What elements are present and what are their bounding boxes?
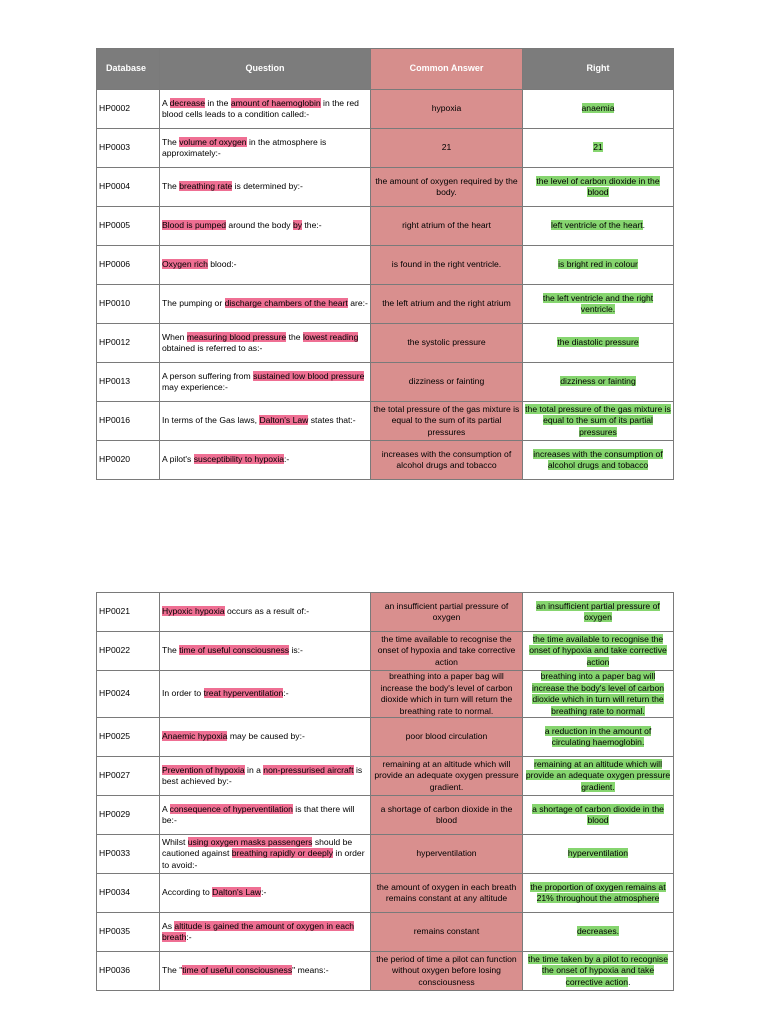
right-answer-highlight: breathing into a paper bag will increase the body's level of carbon dioxide which in turn will return the breathing rate to normal. xyxy=(531,671,665,716)
header-row xyxy=(97,49,674,90)
question-text: The " xyxy=(162,965,183,976)
question-cell xyxy=(160,168,371,207)
question-text: is that there will be:- xyxy=(162,803,355,825)
right-answer-cell xyxy=(523,285,674,324)
question-table-1 xyxy=(96,48,674,480)
table-row xyxy=(97,757,674,796)
right-answer-highlight: anaemia xyxy=(581,103,615,114)
right-answer-highlight: decreases. xyxy=(576,926,620,937)
question-text: may experience:- xyxy=(162,382,228,392)
question-cell xyxy=(160,246,371,285)
question-text: The xyxy=(162,136,180,147)
table-row xyxy=(97,207,674,246)
right-answer-cell xyxy=(523,90,674,129)
question-table-2 xyxy=(96,592,674,991)
right-answer-highlight: the level of carbon dioxide in the blood xyxy=(536,175,660,197)
question-highlight: decrease xyxy=(169,97,206,108)
question-text: in the xyxy=(205,97,231,108)
question-text: should be cautioned against xyxy=(162,836,353,859)
question-text: A pilot's xyxy=(162,454,194,465)
right-answer-cell xyxy=(523,207,674,246)
question-highlight: non-pressurised aircraft xyxy=(263,764,354,775)
table-row xyxy=(97,129,674,168)
question-cell xyxy=(160,324,371,363)
question-text: :- xyxy=(283,688,289,699)
database-id: HP0003 xyxy=(97,129,160,168)
question-highlight: altitude is gained the amount of oxygen in each breath xyxy=(162,920,355,942)
common-answer-cell: hyperventilation xyxy=(371,835,523,874)
question-cell xyxy=(160,593,371,632)
right-answer-highlight: an insufficient partial pressure of oxygen xyxy=(536,600,660,622)
question-text: A xyxy=(162,97,170,108)
question-highlight: using oxygen masks passengers xyxy=(187,836,313,847)
right-answer-cell xyxy=(523,168,674,207)
question-cell xyxy=(160,671,371,718)
right-answer-cell xyxy=(523,757,674,796)
question-highlight: measuring blood pressure xyxy=(186,331,287,342)
database-id: HP0010 xyxy=(97,285,160,324)
question-cell xyxy=(160,796,371,835)
question-cell xyxy=(160,757,371,796)
right-answer-cell xyxy=(523,913,674,952)
database-id: HP0022 xyxy=(97,632,160,671)
common-answer-cell: an insufficient partial pressure of oxygen xyxy=(371,593,523,632)
question-highlight: Anaemic hypoxia xyxy=(162,731,228,742)
right-answer-tail: . xyxy=(642,220,646,231)
table-row xyxy=(97,246,674,285)
right-answer-cell xyxy=(523,952,674,991)
question-highlight: Prevention of hypoxia xyxy=(162,764,245,775)
question-cell xyxy=(160,835,371,874)
question-text: is:- xyxy=(289,645,303,656)
question-text: blood:- xyxy=(207,259,237,270)
table-row xyxy=(97,285,674,324)
question-cell xyxy=(160,129,371,168)
right-answer-highlight: remaining at an altitude which will provide an adequate oxygen pressure gradient. xyxy=(525,758,671,792)
question-highlight: susceptibility to hypoxia xyxy=(193,454,285,465)
question-text: :- xyxy=(261,887,267,898)
question-text: the xyxy=(286,331,303,342)
question-highlight: Dalton's Law xyxy=(259,415,309,426)
database-id: HP0029 xyxy=(97,796,160,835)
question-text: in order to avoid:- xyxy=(162,848,365,870)
right-answer-cell xyxy=(523,324,674,363)
right-answer-highlight: is bright red in colour xyxy=(558,259,638,270)
common-answer-cell: right atrium of the heart xyxy=(371,207,523,246)
question-highlight: breathing rapidly or deeply xyxy=(231,848,334,859)
question-text: A xyxy=(162,803,170,814)
right-answer-highlight: a reduction in the amount of circulating haemoglobin. xyxy=(544,725,652,747)
question-highlight: discharge chambers of the heart xyxy=(224,298,348,309)
right-answer-highlight: hyperventilation xyxy=(567,848,629,859)
right-answer-highlight: 21 xyxy=(593,142,603,153)
table-row xyxy=(97,324,674,363)
database-id: HP0020 xyxy=(97,441,160,480)
question-text: A person suffering from xyxy=(162,370,254,381)
question-highlight: volume of oxygen xyxy=(179,136,247,147)
common-answer-cell: increases with the consumption of alcohol drugs and tobacco xyxy=(371,441,523,480)
question-text: obtained is referred to as:- xyxy=(162,343,263,353)
common-answer-cell: the left atrium and the right atrium xyxy=(371,285,523,324)
database-id: HP0027 xyxy=(97,757,160,796)
right-answer-cell xyxy=(523,593,674,632)
question-text: As xyxy=(162,920,175,931)
common-answer-cell: is found in the right ventricle. xyxy=(371,246,523,285)
question-text: According to xyxy=(162,887,213,898)
right-answer-cell xyxy=(523,835,674,874)
table-row xyxy=(97,632,674,671)
right-answer-cell xyxy=(523,874,674,913)
table-row xyxy=(97,796,674,835)
common-answer-cell: the total pressure of the gas mixture is equal to the sum of its partial pressures xyxy=(371,402,523,441)
common-answer-cell: remains constant xyxy=(371,913,523,952)
common-answer-cell: the time available to recognise the onset of hypoxia and take corrective action xyxy=(371,632,523,671)
database-id: HP0002 xyxy=(97,90,160,129)
question-text: is best achieved by:- xyxy=(162,764,363,786)
common-answer-cell: poor blood circulation xyxy=(371,718,523,757)
table-row xyxy=(97,593,674,632)
right-answer-highlight: the left ventricle and the right ventricle. xyxy=(542,292,654,314)
table-row xyxy=(97,874,674,913)
question-highlight: Oxygen rich xyxy=(162,259,208,270)
question-cell xyxy=(160,363,371,402)
right-answer-cell xyxy=(523,363,674,402)
right-answer-cell xyxy=(523,441,674,480)
header-question: Question xyxy=(160,49,371,90)
common-answer-cell: the amount of oxygen in each breath remains constant at any altitude xyxy=(371,874,523,913)
question-text: Whilst xyxy=(162,836,188,847)
common-answer-cell: dizziness or fainting xyxy=(371,363,523,402)
right-answer-highlight: the proportion of oxygen remains at 21% throughout the atmosphere xyxy=(530,881,666,903)
question-highlight: by xyxy=(292,220,303,231)
database-id: HP0021 xyxy=(97,593,160,632)
question-highlight: Hypoxic hypoxia xyxy=(162,606,225,617)
table-row xyxy=(97,441,674,480)
common-answer-cell: the systolic pressure xyxy=(371,324,523,363)
right-answer-cell xyxy=(523,402,674,441)
right-answer-highlight: left ventricle of the heart xyxy=(550,220,643,231)
question-text: may be caused by:- xyxy=(227,731,305,742)
question-highlight: Blood is pumped xyxy=(162,220,227,231)
right-answer-highlight: the diastolic pressure xyxy=(557,337,639,348)
database-id: HP0034 xyxy=(97,874,160,913)
question-cell xyxy=(160,632,371,671)
question-cell xyxy=(160,952,371,991)
question-cell xyxy=(160,90,371,129)
table-row xyxy=(97,913,674,952)
question-highlight: sustained low blood pressure xyxy=(253,370,365,381)
database-id: HP0035 xyxy=(97,913,160,952)
question-text: In order to xyxy=(162,688,204,699)
question-text: are:- xyxy=(347,298,368,309)
question-text: in a xyxy=(244,764,264,775)
right-answer-tail: . xyxy=(628,976,631,987)
question-cell xyxy=(160,207,371,246)
right-answer-cell xyxy=(523,718,674,757)
question-text: In terms of the Gas laws, xyxy=(162,415,260,426)
header-right: Right xyxy=(523,49,674,90)
right-answer-highlight: a shortage of carbon dioxide in the blood xyxy=(532,803,664,825)
question-cell xyxy=(160,913,371,952)
question-highlight: amount of haemoglobin xyxy=(230,97,321,108)
common-answer-cell: hypoxia xyxy=(371,90,523,129)
question-highlight: consequence of hyperventilation xyxy=(169,803,293,814)
database-id: HP0012 xyxy=(97,324,160,363)
common-answer-cell: remaining at an altitude which will provide an adequate oxygen pressure gradient. xyxy=(371,757,523,796)
common-answer-cell: the amount of oxygen required by the body. xyxy=(371,168,523,207)
table-row xyxy=(97,90,674,129)
question-highlight: time of useful consciousness xyxy=(179,645,290,656)
table-row xyxy=(97,952,674,991)
question-highlight: breathing rate xyxy=(179,181,233,192)
table-row xyxy=(97,168,674,207)
question-text: When xyxy=(162,331,187,342)
database-id: HP0033 xyxy=(97,835,160,874)
right-answer-highlight: the time available to recognise the onset of hypoxia and take corrective action xyxy=(529,633,667,667)
common-answer-cell: a shortage of carbon dioxide in the blood xyxy=(371,796,523,835)
question-text: :- xyxy=(186,932,192,942)
question-highlight: Dalton's Law xyxy=(212,887,262,898)
question-text: The pumping or xyxy=(162,298,225,309)
right-answer-cell xyxy=(523,671,674,718)
right-answer-highlight: dizziness or fainting xyxy=(560,376,636,387)
right-answer-highlight: the total pressure of the gas mixture is equal to the sum of its partial pressures xyxy=(525,403,671,437)
right-answer-cell xyxy=(523,632,674,671)
question-highlight: time of useful consciousness xyxy=(182,965,293,976)
common-answer-cell: the period of time a pilot can function without oxygen before losing consciousness xyxy=(371,952,523,991)
database-id: HP0016 xyxy=(97,402,160,441)
table-row xyxy=(97,835,674,874)
database-id: HP0013 xyxy=(97,363,160,402)
question-cell xyxy=(160,285,371,324)
database-id: HP0004 xyxy=(97,168,160,207)
question-text: around the body xyxy=(226,220,293,231)
question-cell xyxy=(160,402,371,441)
database-id: HP0005 xyxy=(97,207,160,246)
right-answer-highlight: the time taken by a pilot to recognise the onset of hypoxia and take corrective action xyxy=(528,953,668,987)
question-text: " means:- xyxy=(292,965,329,976)
common-answer-cell: breathing into a paper bag will increase the body's level of carbon dioxide which in turn will return the breathing rate to normal. xyxy=(371,671,523,718)
table-row xyxy=(97,671,674,718)
database-id: HP0036 xyxy=(97,952,160,991)
question-cell xyxy=(160,874,371,913)
database-id: HP0024 xyxy=(97,671,160,718)
right-answer-highlight: increases with the consumption of alcohol drugs and tobacco xyxy=(533,448,663,470)
question-text: The xyxy=(162,645,180,656)
database-id: HP0006 xyxy=(97,246,160,285)
table-row xyxy=(97,718,674,757)
question-text: The xyxy=(162,181,180,192)
question-text: :- xyxy=(284,454,290,465)
question-highlight: treat hyperventilation xyxy=(203,688,284,699)
right-answer-cell xyxy=(523,129,674,168)
database-id: HP0025 xyxy=(97,718,160,757)
question-cell xyxy=(160,441,371,480)
question-text: states that:- xyxy=(308,415,356,426)
header-common-answer: Common Answer xyxy=(371,49,523,90)
question-text: in the atmosphere is approximately:- xyxy=(162,136,327,158)
table-row xyxy=(97,363,674,402)
common-answer-cell: 21 xyxy=(371,129,523,168)
question-cell xyxy=(160,718,371,757)
table-row xyxy=(97,402,674,441)
question-text: in the red blood cells leads to a condition called:- xyxy=(162,97,359,119)
question-highlight: lowest reading xyxy=(302,331,359,342)
right-answer-cell xyxy=(523,796,674,835)
right-answer-cell xyxy=(523,246,674,285)
header-database: Database xyxy=(97,49,160,90)
question-text: is determined by:- xyxy=(232,181,303,192)
question-text: occurs as a result of:- xyxy=(224,606,310,617)
question-text: the:- xyxy=(302,220,322,231)
